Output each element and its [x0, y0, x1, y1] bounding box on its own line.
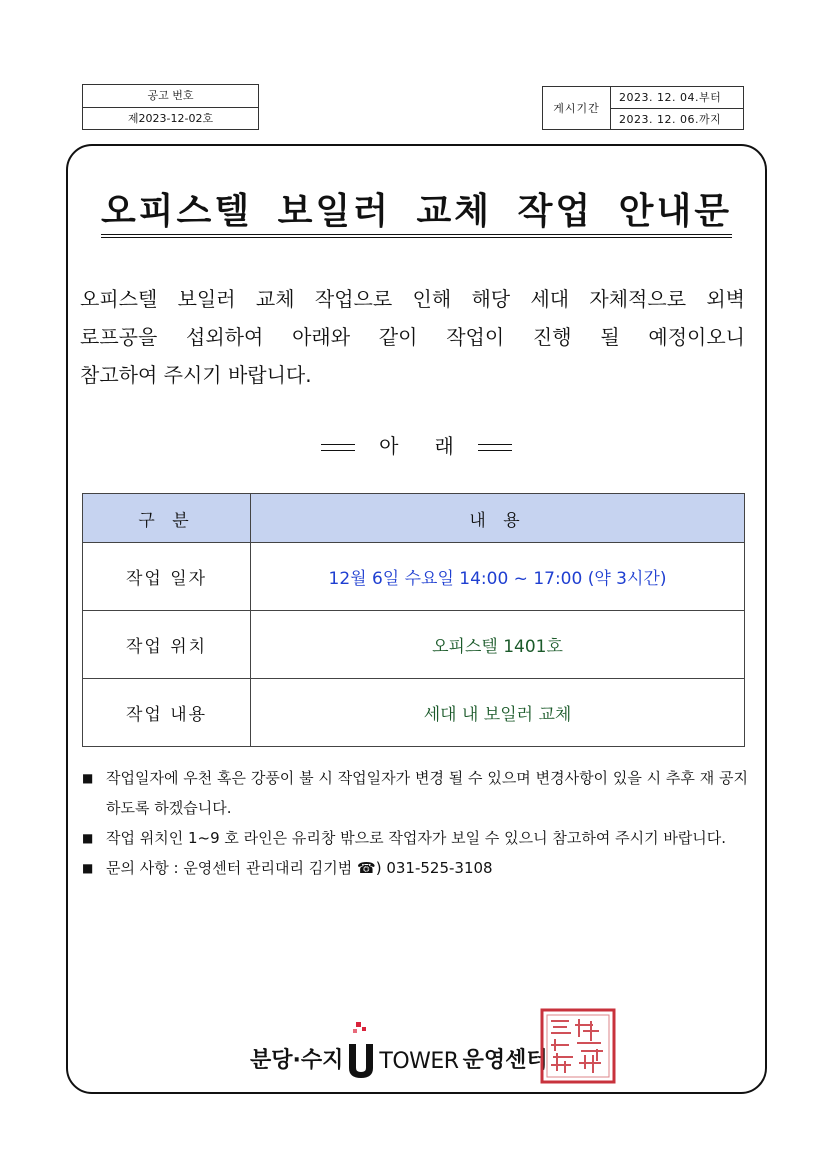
- list-item: [80, 853, 748, 883]
- footer-tower: TOWER: [379, 1049, 459, 1074]
- footer-prefix: 분당·수지: [250, 1048, 344, 1073]
- list-item: [80, 823, 748, 853]
- double-rule-left: [321, 444, 355, 451]
- list-item: [80, 763, 748, 823]
- intro-line-2: 로프공을 섭외하여 아래와 같이 작업이 진행 될 예정이오니: [80, 325, 745, 349]
- footer-logo: [250, 1020, 548, 1080]
- square-bullet-icon: ■: [82, 861, 94, 875]
- intro-paragraph: [80, 280, 745, 394]
- posting-period-label: 게시기간: [543, 87, 611, 129]
- row-value-location: 오피스텔 1401호: [251, 611, 745, 679]
- double-rule-right: [478, 444, 512, 451]
- table-header-category: 구 분: [83, 494, 251, 543]
- row-value-date: 12월 6일 수요일 14:00 ~ 17:00 (약 3시간): [251, 543, 745, 611]
- note-text-1: 작업일자에 우천 혹은 강풍이 불 시 작업일자가 변경 될 수 있으며 변경사항이 있을 시 추후 재 공지 하도록 하겠습니다.: [106, 769, 748, 817]
- section-heading-char-1: 아: [379, 434, 399, 458]
- table-row: [83, 543, 745, 611]
- notice-number-label: 공고 번호: [147, 89, 194, 102]
- notice-number-box: [82, 84, 259, 130]
- table-row: [83, 679, 745, 747]
- work-info-table: [82, 493, 745, 747]
- row-value-content: 세대 내 보일러 교체: [251, 679, 745, 747]
- table-header-content: 내 용: [251, 494, 745, 543]
- note-text-3: 문의 사항 : 운영센터 관리대리 김기범 ☎) 031-525-3108: [106, 859, 493, 877]
- notes-list: [80, 763, 748, 883]
- posting-period-end: 2023. 12. 06.까지: [611, 108, 743, 130]
- intro-line-3: 참고하여 주시기 바랍니다.: [80, 363, 312, 387]
- u-logo-icon: [347, 1022, 375, 1080]
- square-bullet-icon: ■: [82, 771, 94, 785]
- row-label-date: 작업 일자: [83, 543, 251, 611]
- posting-period-box: [542, 86, 744, 130]
- row-label-location: 작업 위치: [83, 611, 251, 679]
- footer-center: 운영센터: [462, 1048, 548, 1073]
- section-heading-char-2: 래: [434, 434, 454, 458]
- page-title: [66, 183, 767, 234]
- notice-number-value: 제2023-12-02호: [83, 107, 258, 130]
- table-header-row: [83, 494, 745, 543]
- page-title-text: 오피스텔 보일러 교체 작업 안내문: [101, 191, 732, 238]
- square-bullet-icon: ■: [82, 831, 94, 845]
- section-heading: [66, 430, 767, 459]
- row-label-content: 작업 내용: [83, 679, 251, 747]
- table-row: [83, 611, 745, 679]
- official-seal-icon: [539, 1007, 617, 1085]
- note-text-2: 작업 위치인 1~9 호 라인은 유리창 밖으로 작업자가 보일 수 있으니 참고하여 주시기 바랍니다.: [106, 829, 727, 847]
- posting-period-start: 2023. 12. 04.부터: [619, 91, 722, 105]
- intro-line-1: 오피스텔 보일러 교체 작업으로 인해 해당 세대 자체적으로 외벽: [80, 287, 745, 311]
